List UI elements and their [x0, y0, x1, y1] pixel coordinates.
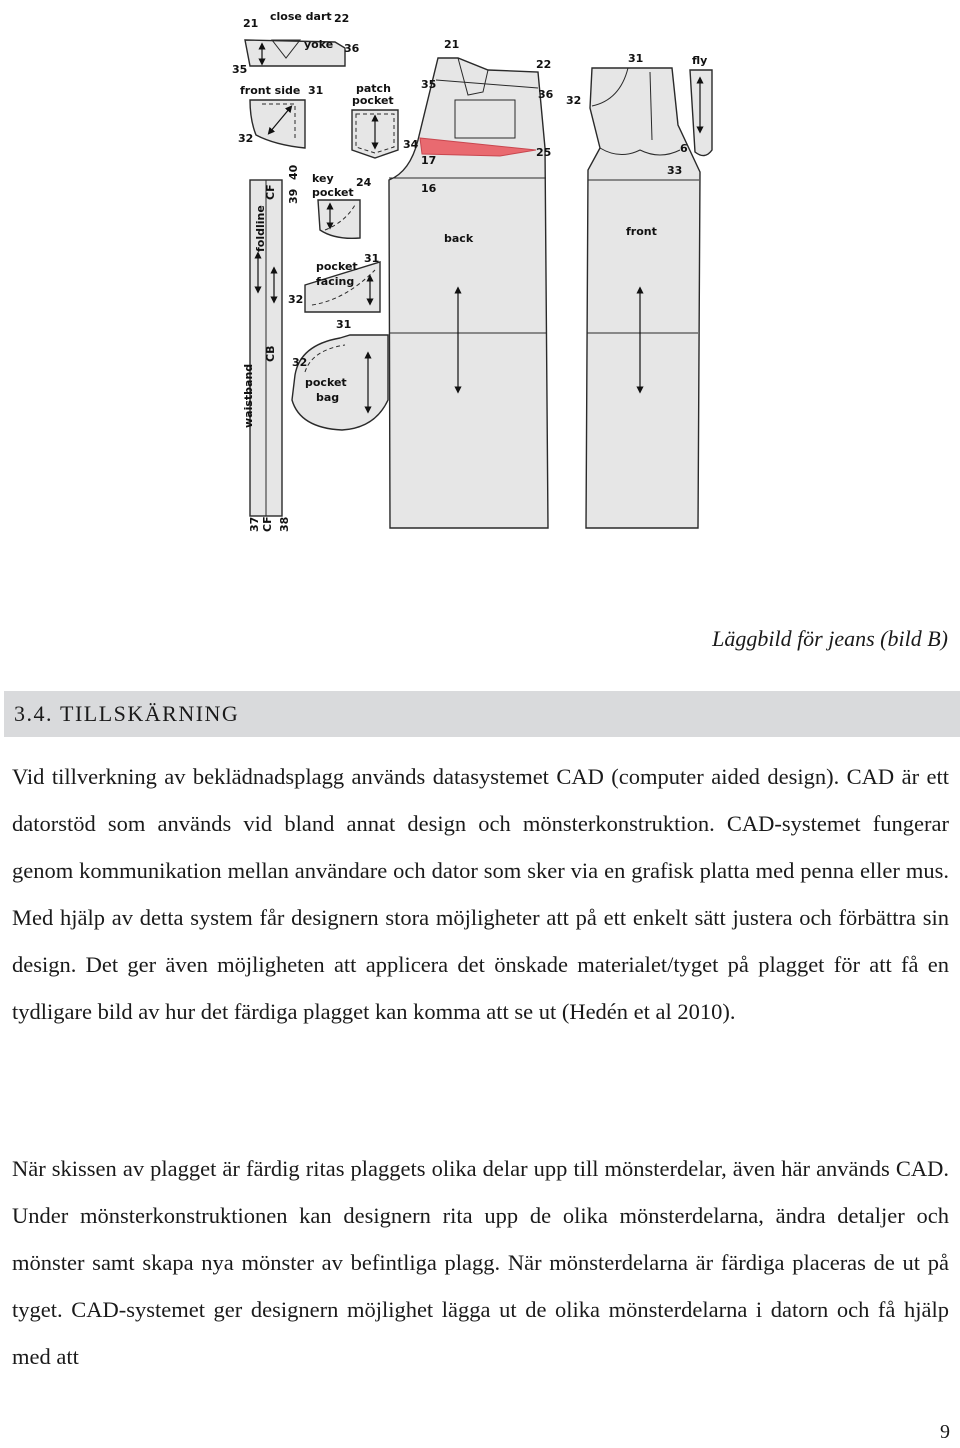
label-pocket-2: pocket [305, 376, 347, 389]
label-num-35b: 35 [421, 78, 437, 91]
label-front-side: front side [240, 84, 301, 97]
label-num-6: 6 [680, 142, 688, 155]
label-fly: fly [692, 54, 708, 67]
pocket-facing-piece [288, 252, 380, 312]
label-num-36b: 36 [538, 88, 554, 101]
label-num-39: 39 [287, 188, 300, 204]
label-close-dart: close dart [270, 10, 332, 23]
yoke-piece [232, 10, 360, 76]
section-heading [4, 691, 960, 737]
label-waistband: waistband [242, 363, 255, 428]
figure-caption: Läggbild för jeans (bild B) [712, 626, 948, 651]
label-pocket-bag: bag [316, 391, 340, 404]
label-num-25: 25 [536, 146, 552, 159]
front-panel-piece [566, 52, 700, 528]
label-num-31c: 31 [336, 318, 352, 331]
label-back: back [444, 232, 474, 245]
label-num-34: 34 [403, 138, 419, 151]
key-pocket-piece [312, 172, 360, 238]
label-key: key [312, 172, 334, 185]
label-num-21b: 21 [444, 38, 460, 51]
label-foldline: foldline [254, 205, 267, 252]
label-num-31b: 31 [364, 252, 380, 265]
section-number: 3.4. [14, 701, 53, 726]
label-num-31d: 31 [628, 52, 644, 65]
label-num-40: 40 [287, 164, 300, 180]
label-num-32c: 32 [292, 356, 308, 369]
label-yoke: yoke [304, 38, 334, 51]
label-pocket: pocket [316, 260, 358, 273]
fly-piece [690, 54, 712, 156]
label-front: front [626, 225, 657, 238]
label-patch-pocket: pocket [352, 94, 394, 107]
label-num-38: 38 [278, 516, 291, 532]
label-cb: CB [264, 345, 277, 362]
label-num-31a: 31 [308, 84, 324, 97]
page-number: 9 [940, 1421, 950, 1443]
label-num-16: 16 [421, 182, 437, 195]
label-num-24: 24 [356, 176, 372, 189]
label-num-32a: 32 [238, 132, 254, 145]
label-num-35a: 35 [232, 63, 248, 76]
label-num-22b: 22 [536, 58, 552, 71]
waistband-piece [242, 164, 300, 532]
label-num-22a: 22 [334, 12, 350, 25]
label-patch: patch [356, 82, 391, 95]
pattern-layout-diagram [0, 0, 960, 560]
front-side-piece [238, 84, 323, 148]
label-cf-bottom: CF [261, 516, 274, 532]
section-title: TILLSKÄRNING [60, 701, 240, 726]
paragraph-2: När skissen av plagget är färdig ritas plaggets olika delar upp till mönsterdelar, även här används CAD. Under mönsterkonstruktionen kan designern rita upp de olika mönsterdelarna, ändra detaljer och mönster samt skapa nya mönster av befintliga plagg. När mönsterdelarna är färdiga placeras de ut på tyget. CAD-systemet ger designern möjlighet lägga ut de olika mönsterdelarna i datorn och få hjälp med att [12, 1156, 949, 1369]
label-key-pocket: pocket [312, 186, 354, 199]
patch-pocket-piece [352, 82, 398, 158]
label-num-33: 33 [667, 164, 683, 177]
label-pocket-facing: facing [316, 275, 355, 288]
label-num-37: 37 [248, 516, 261, 532]
paragraph-1: Vid tillverkning av beklädnadsplagg används datasystemet CAD (computer aided design). CAD är ett datorstöd som används vid bland annat design och mönsterkonstruktion. CAD-systemet fungerar genom kommunikation mellan användare och dator som sker via en grafisk platta med penna eller mus. Med hjälp av detta system får designern stora möjligheter att på ett enkelt sätt justera och förbättra sin design. Det ger även möjligheten att applicera det önskade materialet/tyget på plagget för att få en tydligare bild av hur det färdiga plagget kan komma att se ut (Hedén et al 2010). [12, 764, 949, 1024]
label-num-36a: 36 [344, 42, 360, 55]
label-num-21a: 21 [243, 17, 259, 30]
jeans-pattern-figure [0, 0, 960, 560]
label-num-32d: 32 [566, 94, 582, 107]
label-cf-top: CF [264, 184, 277, 200]
label-num-17: 17 [421, 154, 437, 167]
label-num-32b: 32 [288, 293, 304, 306]
pocket-bag-piece [292, 318, 388, 430]
